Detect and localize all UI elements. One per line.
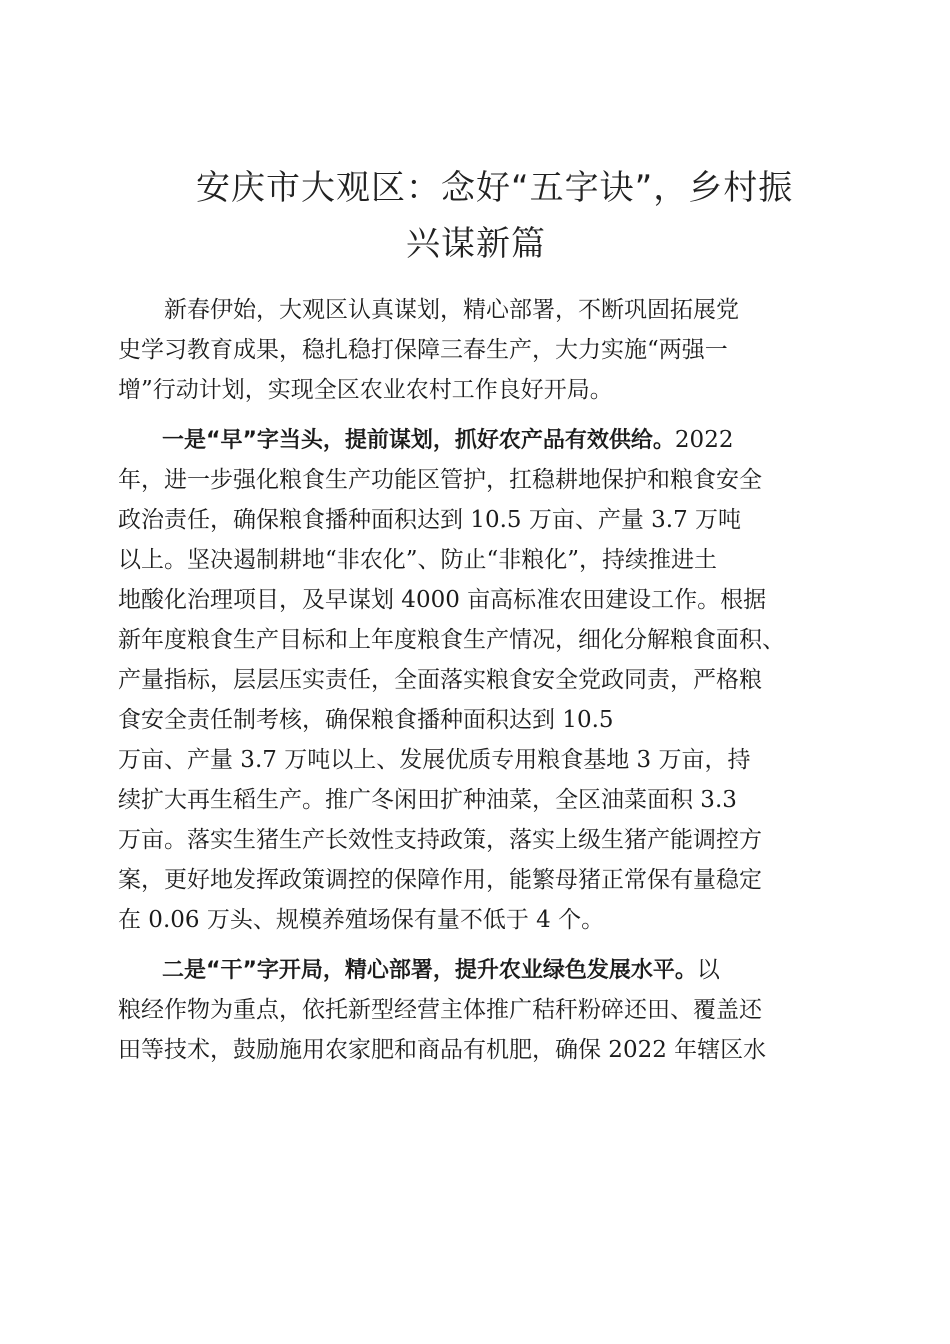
text-line: 万亩、产量 3.7 万吨以上、发展优质专用粮食基地 3 万亩，持: [118, 747, 751, 773]
text-line: 粮经作物为重点，依托新型经营主体推广秸秆粉碎还田、覆盖还: [118, 997, 762, 1023]
text-line: 在 0.06 万头、规模养殖场保有量不低于 4 个。: [118, 907, 605, 933]
text-line: 产量指标，层层压实责任，全面落实粮食安全党政同责，严格粮: [118, 667, 762, 693]
paragraph-section-1: [118, 420, 848, 940]
text-line: [118, 950, 848, 990]
paragraph-intro: [118, 290, 848, 410]
text-line: 案，更好地发挥政策调控的保障作用，能繁母猪正常保有量稳定: [118, 867, 762, 893]
text-line: 田等技术，鼓励施用农家肥和商品有机肥，确保 2022 年辖区水: [118, 1037, 767, 1063]
section-1-lead: 2022: [674, 427, 734, 453]
text-line: 食安全责任制考核，确保粮食播种面积达到 10.5: [118, 707, 614, 733]
paragraph-section-2: [118, 950, 848, 1070]
document-body: [118, 290, 848, 1070]
text-line: [118, 420, 848, 460]
text-line: 新春伊始，大观区认真谋划，精心部署，不断巩固拓展党: [118, 297, 739, 323]
section-1-heading: 一是“早”字当头，提前谋划，抓好农产品有效供给。: [118, 428, 675, 453]
document-title-line-1: 安庆市大观区：念好“五字诀”，乡村振: [196, 168, 794, 208]
text-line: 地酸化治理项目，及早谋划 4000 亩高标准农田建设工作。根据: [118, 587, 767, 613]
document-title-line-2: 兴谋新篇: [406, 224, 546, 264]
text-line: 续扩大再生稻生产。推广冬闲田扩种油菜，全区油菜面积 3.3: [118, 787, 737, 813]
text-line: 政治责任，确保粮食播种面积达到 10.5 万亩、产量 3.7 万吨: [118, 507, 742, 533]
section-2-heading: 二是“干”字开局，精心部署，提升农业绿色发展水平。: [118, 958, 697, 983]
text-line: 年，进一步强化粮食生产功能区管护，扛稳耕地保护和粮食安全: [118, 467, 762, 493]
text-line: 史学习教育成果，稳扎稳打保障三春生产，大力实施“两强一: [118, 337, 728, 363]
text-line: 以上。坚决遏制耕地“非农化”、防止“非粮化”，持续推进土: [118, 547, 718, 573]
text-line: 增”行动计划，实现全区农业农村工作良好开局。: [118, 377, 613, 403]
text-line: 新年度粮食生产目标和上年度粮食生产情况，细化分解粮食面积、: [118, 627, 785, 653]
section-2-lead: 以: [696, 957, 720, 983]
text-line: 万亩。落实生猪生产长效性支持政策，落实上级生猪产能调控方: [118, 827, 762, 853]
